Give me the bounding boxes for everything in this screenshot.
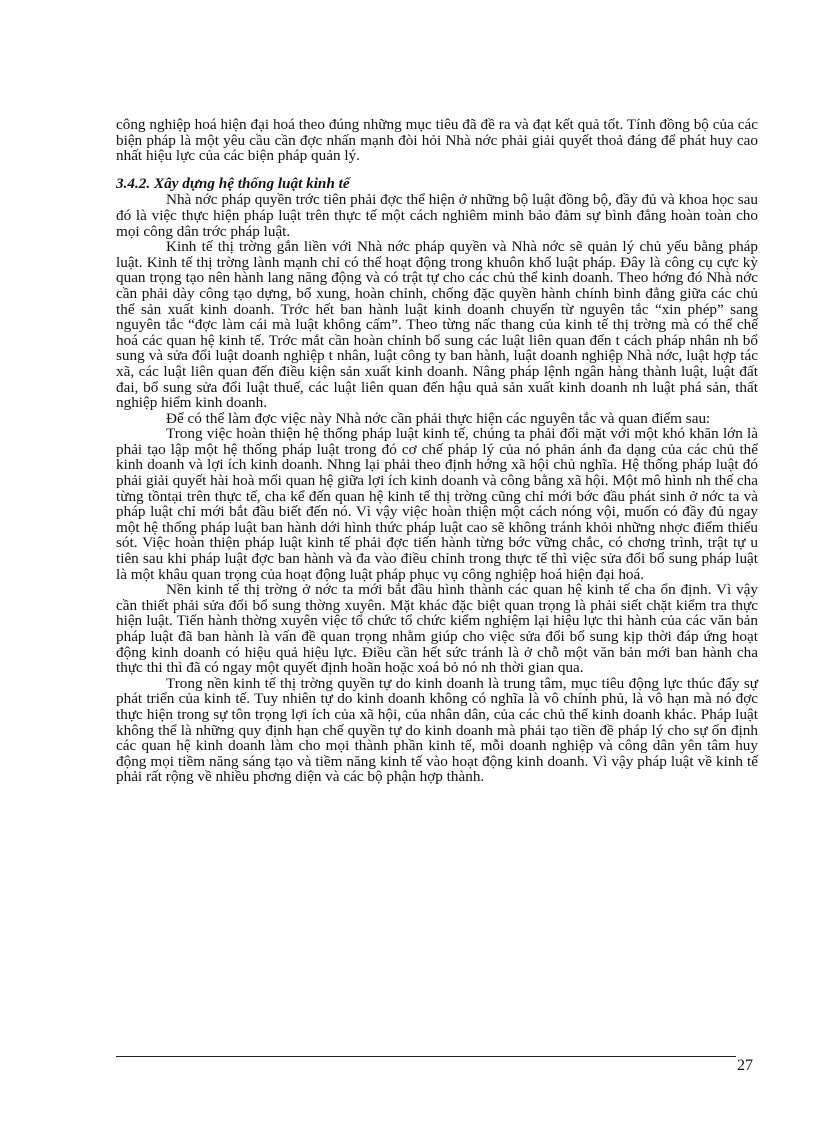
- section-heading: 3.4.2. Xây dựng hệ thống luật kinh tế: [116, 174, 350, 192]
- footer-rule: [116, 1056, 736, 1057]
- intro-paragraph: công nghiệp hoá hiện đại hoá theo đúng những mục tiêu đã đề ra và đạt kết quả tốt. Tính đồng bộ của các biện pháp là một yêu cầu cần đợc nhấn mạnh đòi hỏi Nhà nớc phải giải quyết thoả đáng để phát huy cao nhất hiệu lực của các biện pháp quản lý.: [116, 116, 758, 165]
- paragraph: Trong việc hoàn thiện hệ thống pháp luật kinh tế, chúng ta phải đối mặt với một khó khăn lớn là phải tạo lập một hệ thống pháp luật trong đó cơ chế pháp lý của nó phản ánh đa dạng của các chủ thể kinh doanh và lợi ích kinh doanh. Nhng lại phải theo định hớng xã hội chủ nghĩa. Hệ thống pháp luật đó phải giải quyết hài hoà mối quan hệ giữa lợi ích kinh doanh và công bằng xã hội. Một mô hình nh thế cha từng tồntại trên thực tế, cha kể đến quan hệ kinh tế thị trờng cũng chỉ mới bớc đầu phát sinh ở nớc ta và pháp luật chỉ mới bắt đầu biết đến nó. Vì vậy việc hoàn thiện một cách nóng vội, muốn có đầy đủ ngay một hệ thống pháp luật ban hành dới hình thức pháp luật cao sẽ không tránh khỏi những nhợc điểm thiếu sót. Việc hoàn thiện pháp luật kinh tế phải đợc tiến hành từng bớc vững chắc, có chơng trình, trật tự u tiên sau khi pháp luật đợc ban hành và đa vào điều chỉnh trong thực tế thì việc sửa đổi bổ sung pháp luật là một khâu quan trọng của hoạt động luật pháp phục vụ công nghiệp hoá hiện đại hoá.: [116, 425, 758, 583]
- body-text: [116, 117, 758, 785]
- paragraph: Trong nền kinh tế thị trờng quyền tự do kinh doanh là trung tâm, mục tiêu động lực thúc đẩy sự phát triển của kinh tế. Tuy nhiên tự do kinh doanh không có nghĩa là vô chính phủ, là vô hạn mà nó đợc thực hiện trong sự tôn trọng lợi ích của xã hội, của nhân dân, của các chủ thể kinh doanh khác. Pháp luật không thể là những quy định hạn chế quyền tự do kinh doanh mà phải tạo tiền đề pháp lý cho sự ổn định các quan hệ kinh doanh làm cho mọi thành phần kinh tế, mỗi doanh nghiệp và công dân yên tâm huy động mọi tiềm năng sáng tạo và tiềm năng kinh tế vào hoạt động kinh doanh. Vì vậy pháp luật về kinh tế phải rất rộng về nhiều phơng diện và các bộ phận hợp thành.: [116, 674, 758, 786]
- paragraph: Để có thể làm đợc việc này Nhà nớc cần phải thực hiện các nguyên tắc và quan điểm sau:: [166, 409, 711, 427]
- page-number: 27: [737, 1057, 753, 1074]
- paragraph: Kinh tế thị trờng gắn liền với Nhà nớc pháp quyền và Nhà nớc sẽ quản lý chủ yếu bằng pháp luật. Kinh tế thị trờng lành mạnh chỉ có thể hoạt động trong khuôn khổ luật pháp. Đây là công cụ cực kỳ quan trọng tạo nên hành lang năng động và có trật tự cho các chủ thể kinh doanh. Theo hớng đó Nhà nớc cần phải dày công tạo dựng, bổ xung, hoàn chỉnh, chống đặc quyền hành chính bình đẳng giữa các chủ thể sản xuất kinh doanh. Trớc hết ban hành luật kinh doanh chuyển từ nguyên tắc “xin phép” sang nguyên tắc “đợc làm cái mà luật không cấm”. Theo từng nấc thang của kinh tế thị trờng mà có thể chế hoá các quan hệ kinh tế. Trớc mắt cần hoàn chỉnh bổ sung các luật liên quan đến t cách pháp nhân nh bổ sung và sửa đổi luật doanh nghiệp t nhân, luật công ty ban hành, luật doanh nghiệp Nhà nớc, luật hợp tác xã, các luật liên quan đến điều kiện sản xuất kinh doanh. Nâng pháp lệnh ngân hàng thành luật, luật đất đai, bổ sung sửa đổi luật thuế, các luật liên quan đến hậu quả sản xuất kinh doanh nh luật phá sản, thất nghiệp hiểm kinh doanh.: [116, 238, 758, 412]
- paragraph: Nền kinh tế thị trờng ở nớc ta mới bắt đầu hình thành các quan hệ kinh tế cha ổn định. Vì vậy cần thiết phải sửa đổi bổ sung thờng xuyên. Mặt khác đặc biệt quan trọng là phải siết chặt kiểm tra thực hiện luật. Tiến hành thờng xuyên việc tổ chức tổ chức kiểm nghiệm lại hiệu lực thi hành của các văn bản pháp luật đã ban hành là vấn đề quan trọng nhằm giúp cho việc sửa đổi bổ sung kịp thời đáp ứng hoạt động kinh doanh có hiệu quả hiệu lực. Điều cần hết sức tránh là ở chỗ một văn bản mới ban hành cha thực thi thì đã có ngay một quyết định hoãn hoặc xoá bỏ nó nh thời gian qua.: [116, 581, 758, 677]
- paragraph: Nhà nớc pháp quyền trớc tiên phải đợc thể hiện ở những bộ luật đồng bộ, đầy đủ và khoa học sau đó là việc thực hiện pháp luật trên thực tế một cách nghiêm minh bảo đảm sự bình đẳng hoàn toàn cho mọi công dân trớc pháp luật.: [116, 191, 758, 240]
